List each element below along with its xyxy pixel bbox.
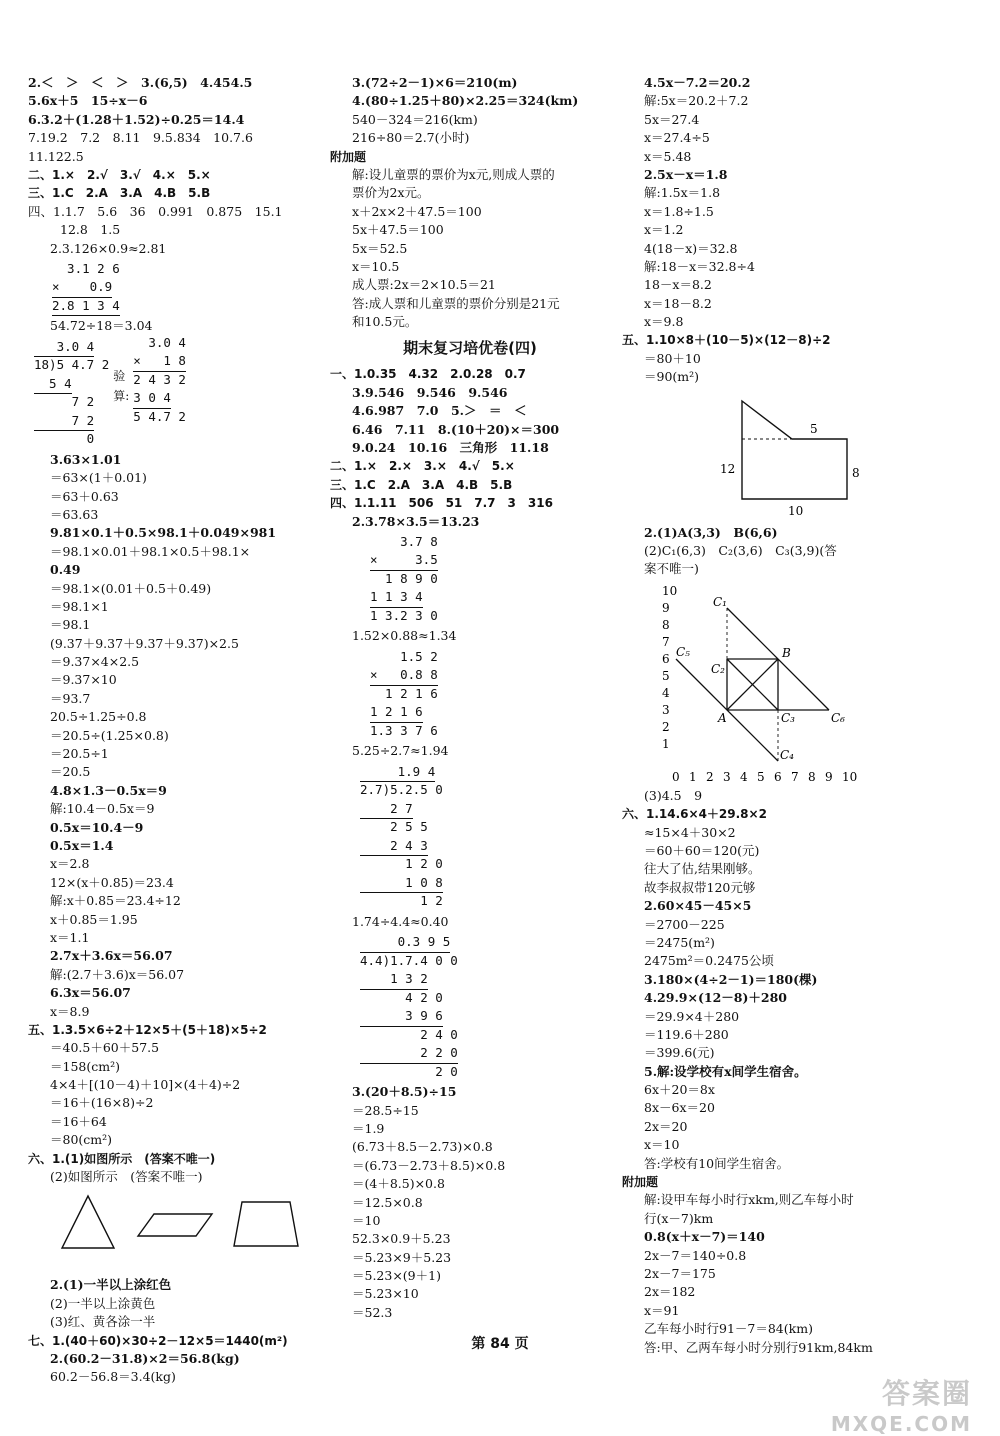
check-label: 验算: [113,368,130,403]
answer-block-2f [330,1083,610,1322]
answer-line: ＝2700－225 [644,916,725,932]
calc-row: 3.0 4 [133,334,186,350]
x-tick-label: 6 [774,769,782,784]
answer-line: 解:10.4－0.5x＝9 [50,801,155,817]
answer-line: ＝98.1 [50,617,91,633]
answer-line: 附加题 [330,149,367,164]
answer-line: (2)C₁(6,3) C₂(3,6) C₃(3,9)(答 [644,543,837,559]
calc-row: 1 3 2 [360,970,428,990]
answer-line: 4.8×1.3－0.5x＝9 [50,782,167,798]
point-label: C₃ [781,710,795,725]
answer-block-3b [622,524,972,579]
answer-line: 2.＜ ＞ ＜ ＞ 3.(6,5) 4.454.5 [28,75,253,90]
parallelogram-figure [134,1192,214,1252]
answer-line: (9.37＋9.37＋9.37＋9.37)×2.5 [50,635,239,651]
answer-line: 故李叔叔带120元够 [644,879,756,895]
x-tick-label: 10 [842,769,858,784]
point-label: C₂ [711,661,725,676]
answer-line: 9.0.24 10.16 三角形 11.18 [352,440,549,456]
answer-line: 1.74÷4.4≈0.40 [352,913,449,929]
answer-line: ＝29.9×4＋280 [644,1008,740,1024]
answer-line: 5x＝52.5 [352,240,408,256]
answer-line: 解:5x＝20.2＋7.2 [644,93,749,109]
answer-line: 1.52×0.88≈1.34 [352,628,457,644]
point-label: A [718,710,727,725]
answer-line: ＝12.5×0.8 [352,1194,423,1210]
answer-line: 2.(60.2－31.8)×2＝56.8(kg) [50,1350,240,1366]
answer-line: 五、1.3.5×6÷2＋12×5＋(5＋18)×5÷2 [28,1022,267,1037]
dimension-label: 12 [720,461,736,476]
answer-line: ＝80＋10 [644,350,701,366]
answer-line: 8x－6x＝20 [644,1100,715,1116]
answer-line: ＝16＋64 [50,1113,107,1129]
answer-line: 解:18－x＝32.8÷4 [644,258,755,274]
answer-line: 乙车每小时行91－7＝84(km) [644,1321,813,1337]
y-tick-label: 8 [662,617,670,632]
answer-line: 3.9.546 9.546 9.546 [352,384,508,400]
answer-column-3 [622,74,972,1357]
answer-line: 7.19.2 7.2 8.11 9.5.834 10.7.6 [28,130,253,146]
answer-line: x＝2.8 [50,856,90,872]
answer-line: 2.(1)一半以上涂红色 [50,1277,172,1293]
answer-line: 解:设甲车每小时行xkm,则乙车每小时 [644,1192,854,1208]
answer-line: x＝1.1 [50,929,90,945]
answer-line: 60.2－56.8＝3.4(kg) [50,1369,176,1385]
point-label: C₅ [676,644,690,659]
y-tick-label: 10 [662,583,678,598]
answer-line: 二、1.× 2.× 3.× 4.√ 5.× [330,459,515,474]
answer-block-1d [28,1276,308,1386]
drawn-shapes [58,1192,308,1252]
answer-line: 答:成人票和儿童票的票价分别是21元 [352,295,560,311]
answer-line: ＝63＋0.63 [50,488,119,504]
y-tick-label: 3 [662,702,670,717]
answer-line: 二、1.× 2.√ 3.√ 4.× 5.× [28,167,211,182]
calc-row: 2 4 0 [360,1026,458,1042]
answer-line: 答:学校有10间学生宿舍。 [644,1155,790,1171]
calc-row: × 0.9 [52,278,112,298]
answer-line: ＝5.23×9＋5.23 [352,1249,452,1265]
answer-block-3c [622,787,972,1357]
answer-line: 6.46 7.11 8.(10＋20)×＝300 [352,421,560,437]
point-label: C₄ [780,747,794,762]
calc-row: 2 5 5 [360,819,428,835]
answer-line: 解:(2.7＋3.6)x＝56.07 [50,966,185,982]
dimension-label: 5 [810,421,818,436]
answer-line: 2.5x－x＝1.8 [644,166,728,182]
answer-line: 0.8(x＋x－7)＝140 [644,1229,765,1245]
answer-line: 4(18－x)＝32.8 [644,240,738,256]
watermark-text: 答案圈 [881,1377,972,1410]
answer-line: 9.81×0.1＋0.5×98.1＋0.049×981 [50,525,277,541]
x-tick-label: 5 [757,769,765,784]
answer-line: ＝119.6＋280 [644,1026,729,1042]
point-label: B [782,645,791,660]
calc-row: × 1 8 [133,352,186,372]
y-tick-label: 9 [662,600,670,615]
answer-line: 0.5x＝10.4－9 [50,819,144,835]
dimension-label: 10 [788,503,804,518]
answer-line: 2x＝20 [644,1118,688,1134]
answer-line: ＝40.5＋60＋57.5 [50,1040,160,1056]
calc-row: 3.0 4 [34,338,94,358]
calc-row: 4 2 0 [360,989,443,1005]
calc-row: 2.7)5.2.5 0 [360,782,443,798]
answer-line: ＝2475(m²) [644,934,715,950]
calc-row: 18)5 4.7 2 [34,357,110,373]
answer-block-1c [28,451,308,1187]
answer-line: ＝52.3 [352,1304,393,1320]
answer-line: (3)红、黄各涂一半 [50,1314,156,1330]
composite-shape-figure [692,391,892,521]
calc-row: 1 3.2 3 0 [370,607,438,623]
answer-line: ＝63×(1＋0.01) [50,470,147,486]
calc-row: 7 2 [34,394,95,410]
watermark-logo [752,1372,972,1436]
answer-line: 4.(80÷1.25＋80)×2.25＝324(km) [352,93,579,109]
answer-line: 三、1.C 2.A 3.A 4.B 5.B [28,186,211,201]
calc-row: 3.1 2 6 [52,260,120,276]
calc-row: 1 2 1 6 [370,685,438,701]
x-tick-label: 8 [808,769,816,784]
x-tick-label: 4 [740,769,748,784]
answer-line: x＝1.8÷1.5 [644,203,714,219]
calc-row: 2.8 1 3 4 [52,297,120,317]
answer-line: 案不唯一) [644,561,699,577]
answer-line: 三、1.C 2.A 3.A 4.B 5.B [330,477,513,492]
calc-row: 2 7 [360,800,413,820]
section-title: 期末复习培优卷(四) [403,339,537,358]
calc-row: 1.9 4 [360,763,435,783]
answer-line: 4.5x－7.2＝20.2 [644,75,751,90]
answer-line: 五、1.10×8＋(10－5)×(12－8)÷2 [622,333,831,348]
vertical-multiplication-2 [133,334,186,427]
division-with-check [28,336,308,451]
answer-line: ＝90(m²) [644,369,700,385]
calc-row: 2 4 3 2 [133,371,186,387]
answer-line: ＝1.9 [352,1120,385,1136]
answer-line: x＝9.8 [644,314,684,330]
answer-line: ＝9.37×4×2.5 [50,654,140,670]
answer-line: 行(x－7)km [644,1210,714,1226]
answer-line: 5x＋47.5＝100 [352,222,444,238]
answer-line: 2.3.78×3.5＝13.23 [352,513,480,529]
answer-line: 答:甲、乙两车每小时分别行91km,84km [644,1339,873,1355]
answer-line: x＝5.48 [644,148,692,164]
answer-line: 5.6x＋5 15÷x－6 [28,93,148,109]
x-tick-label: 1 [689,769,697,784]
answer-block-3a [622,74,972,387]
answer-line: 3.(20＋8.5)÷15 [352,1084,457,1100]
trapezoid-figure [230,1192,302,1252]
calc-row: 2 0 [360,1063,458,1079]
answer-line: ＝20.5÷1 [50,746,109,762]
answer-line: 六、1.(1)如图所示 (答案不唯一) [28,1151,216,1166]
answer-line: 解:设儿童票的票价为x元,则成人票的 [352,166,555,182]
answer-line: 3.180×(4÷2－1)＝180(棵) [644,971,818,987]
watermark-url: MXQE.COM [830,1412,972,1436]
vertical-multiplication-1 [52,260,308,316]
answer-line: 4.29.9×(12－8)＋280 [644,990,787,1006]
answer-line: x＝10.5 [352,258,400,274]
y-tick-label: 6 [662,651,670,666]
calc-row: 2 4 3 [360,837,428,857]
answer-line: ＝158(cm²) [50,1058,120,1074]
answer-line: 2.60×45－45×5 [644,898,752,914]
answer-line: 12×(x＋0.85)＝23.4 [50,874,174,890]
dimension-label: 8 [852,465,860,480]
answer-line: x＝1.2 [644,222,684,238]
answer-line: 18－x＝8.2 [644,277,712,293]
answer-line: 5x＝27.4 [644,111,700,127]
answer-line: ＝20.5 [50,764,91,780]
answer-line: ＝80(cm²) [50,1132,113,1148]
answer-line: 往大了估,结果刚够。 [644,861,761,877]
answer-column-1 [28,74,308,1387]
answer-block-2b [330,365,610,531]
answer-line: 2x＝182 [644,1284,696,1300]
x-tick-label: 9 [825,769,833,784]
answer-line: 附加题 [622,1175,659,1190]
calc-row: 1 2 0 [360,856,443,872]
answer-line: 2.3.126×0.9≈2.81 [50,240,167,256]
answer-line: 4×4＋[(10－4)＋10]×(4＋4)÷2 [50,1077,241,1093]
answer-line: ＝5.23×10 [352,1286,419,1302]
answer-line: 解:x＋0.85＝23.4÷12 [50,893,181,909]
calc-row: 3 9 6 [360,1007,443,1027]
calc-row: 0.3 9 5 [360,933,450,953]
answer-line: 票价为2x元。 [352,185,430,201]
answer-line: 和10.5元。 [352,314,418,330]
answer-line: 0.49 [50,562,81,578]
page-number: 第 84 页 [471,1336,529,1352]
answer-line: 5.解:设学校有x间学生宿舍。 [644,1063,807,1079]
answer-line: x＝10 [644,1137,680,1153]
answer-line: ＝28.5÷15 [352,1102,419,1118]
answer-line: ≈15×4＋30×2 [644,824,736,840]
calc-row: × 3.5 [370,551,438,571]
answer-line: 2475m²＝0.2475公顷 [644,953,774,969]
y-tick-label: 1 [662,736,670,751]
answer-line: ＝399.6(元) [644,1045,715,1061]
calc-row: 1 0 8 [360,874,443,894]
answer-block-2a [330,74,610,331]
answer-line: 一、1.0.35 4.32 2.0.28 0.7 [330,367,526,382]
answer-line: 0.5x＝1.4 [50,838,114,853]
answer-column-2 [330,74,610,1322]
answer-line: 2x－7＝140÷0.8 [644,1247,747,1263]
x-tick-label: 7 [791,769,799,784]
answer-line: 3.63×1.01 [50,451,122,467]
calc-row: 1.3 3 7 6 [370,722,438,738]
answer-line: 54.72÷18＝3.04 [50,318,153,334]
point-label: C₆ [831,710,845,725]
answer-line: 解:1.5x＝1.8 [644,185,721,201]
answer-line: ＝10 [352,1212,381,1228]
answer-line: 四、1.1.11 506 51 7.7 3 316 [330,496,553,511]
answer-line: 七、1.(40＋60)×30÷2－12×5＝1440(m²) [28,1333,288,1348]
answer-line: 52.3×0.9＋5.23 [352,1231,451,1247]
answer-line: ＝60＋60＝120(元) [644,842,760,858]
answer-line: 216÷80＝2.7(小时) [352,130,470,146]
answer-line: (6.73＋8.5－2.73)×0.8 [352,1139,493,1155]
calc-row: 3.7 8 [370,533,438,549]
calc-row: 1 1 3 4 [370,588,423,608]
coordinate-grid-figure [660,579,890,784]
y-tick-label: 5 [662,668,670,683]
answer-line: 6.3.2＋(1.28＋1.52)÷0.25＝14.4 [28,111,245,127]
answer-line: 6x＋20＝8x [644,1082,715,1098]
answer-line: 5.25÷2.7≈1.94 [352,743,449,759]
calc-row: 5 4.7 2 [133,408,186,424]
y-tick-label: 4 [662,685,670,700]
answer-line: 2.(1)A(3,3) B(6,6) [644,524,778,540]
answer-line: ＝63.63 [50,506,99,522]
calc-row: 4.4)1.7.4 0 0 [360,952,458,968]
x-tick-label: 2 [706,769,714,784]
x-tick-label: 0 [672,769,680,784]
answer-line: ＝9.37×10 [50,672,117,688]
answer-line: 4.6.987 7.0 5.＞ ＝ ＜ [352,403,527,419]
vertical-multiplication-3 [370,533,610,626]
answer-line: 2.7x＋3.6x＝56.07 [50,948,173,964]
answer-line: ＝(6.73－2.73＋8.5)×0.8 [352,1157,506,1173]
answer-line: (2)如图所示 (答案不唯一) [50,1169,203,1185]
y-tick-label: 7 [662,634,670,649]
answer-line: 2x－7＝175 [644,1265,716,1281]
point-label: C₁ [713,594,727,609]
answer-line: 成人票:2x＝2×10.5＝21 [352,277,496,293]
long-division-1 [34,338,109,449]
answer-line: (3)4.5 9 [644,787,703,803]
calc-row: 2 2 0 [360,1044,458,1064]
answer-line: x＝18－8.2 [644,295,712,311]
answer-line: 6.3x＝56.07 [50,985,131,1001]
answer-line: ＝20.5÷(1.25×0.8) [50,727,169,743]
answer-line: 540－324＝216(km) [352,111,478,127]
answer-line: (2)一半以上涂黄色 [50,1295,156,1311]
long-division-3 [360,933,610,1081]
answer-line: ＝(4＋8.5)×0.8 [352,1176,445,1192]
answer-line: ＝98.1×(0.01＋0.5＋0.49) [50,580,212,596]
answer-line: 11.122.5 [28,148,84,164]
vertical-multiplication-4 [370,648,610,741]
calc-row: 7 2 [34,412,94,432]
answer-line: 六、1.14.6×4＋29.8×2 [622,807,767,822]
answer-line: ＝98.1×1 [50,598,109,614]
answer-line: 3.(72÷2－1)×6＝210(m) [352,75,518,90]
calc-row: 1.5 2 [370,648,438,664]
answer-line: 12.8 1.5 [60,222,121,238]
calc-row: 5 4 [34,375,72,395]
answer-line: ＝98.1×0.01＋98.1×0.5＋98.1× [50,543,251,559]
answer-line: x＋2x×2＋47.5＝100 [352,203,482,219]
y-tick-label: 2 [662,719,670,734]
answer-line: ＝16＋(16×8)÷2 [50,1095,154,1111]
answer-line: x＝91 [644,1302,680,1318]
calc-row: 1 2 [360,893,443,909]
answer-line: 四、1.1.7 5.6 36 0.991 0.875 15.1 [28,203,283,219]
x-tick-label: 3 [723,769,731,784]
calc-row: × 0.8 8 [370,666,438,686]
answer-line: ＝5.23×(9＋1) [352,1268,441,1284]
triangle-figure [58,1192,118,1252]
answer-line: x＝8.9 [50,1003,90,1019]
answer-line: x＋0.85＝1.95 [50,911,138,927]
answer-line: 20.5÷1.25÷0.8 [50,709,147,725]
answer-line: x＝27.4÷5 [644,130,710,146]
long-division-2 [360,763,610,911]
calc-row: 0 [34,431,95,447]
calc-row: 3 0 4 [133,389,171,409]
calc-row: 1 2 1 6 [370,703,423,723]
answer-line: ＝93.7 [50,690,91,706]
calc-row: 1 8 9 0 [370,570,438,586]
